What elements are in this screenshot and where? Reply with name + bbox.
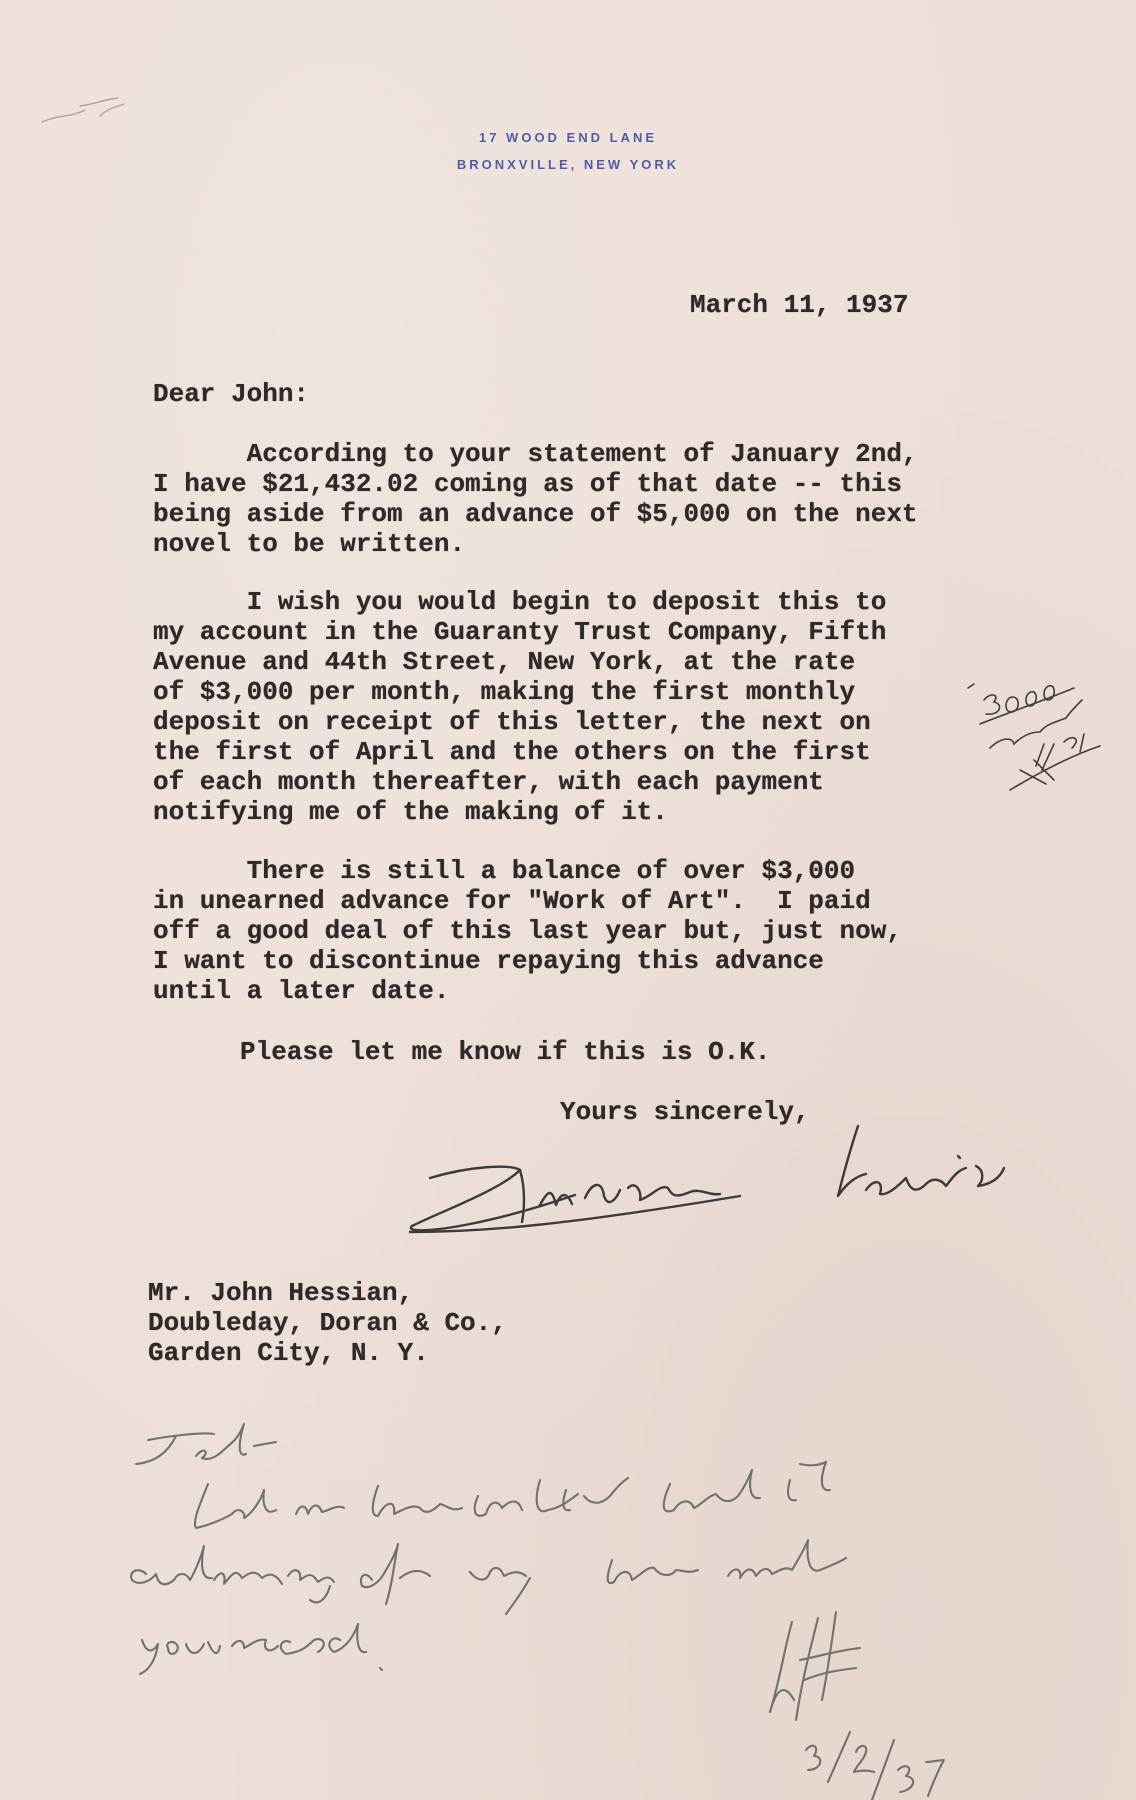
signature xyxy=(410,1126,1004,1232)
pencil-mark-doodle xyxy=(40,92,130,132)
pencil-note xyxy=(131,1424,944,1800)
paragraph-statement: According to your statement of January 2nd, I have $21,432.02 coming as of that date -- this being aside from an advance of $5,000 on the next novel to be written. xyxy=(153,439,918,559)
paragraph-advance-balance: There is still a balance of over $3,000 in unearned advance for "Work of Art". I paid off a good deal of this last year but, just now, I want to discontinue repaying this advance until a later date. xyxy=(153,856,902,1006)
letterhead-city: BRONXVILLE, NEW YORK xyxy=(456,157,680,172)
letter-date: March 11, 1937 xyxy=(690,290,909,320)
margin-note xyxy=(968,684,1100,790)
paragraph-deposit-request: I wish you would begin to deposit this to my account in the Guaranty Trust Company, Fifth Avenue and 44th Street, New York, at the rate of $3,000 per month, making the first monthly deposit on receipt of this letter, the next on the first of April and the others on the first of each month thereafter, with each payment notifying me of the making of it. xyxy=(153,587,887,827)
recipient-address: Mr. John Hessian, Doubleday, Doran & Co., Garden City, N. Y. xyxy=(148,1278,507,1368)
letterhead-street: 17 WOOD END LANE xyxy=(478,130,657,145)
paragraph-ok-request: Please let me know if this is O.K. xyxy=(240,1037,771,1067)
closing: Yours sincerely, xyxy=(560,1097,810,1127)
salutation: Dear John: xyxy=(153,379,310,409)
